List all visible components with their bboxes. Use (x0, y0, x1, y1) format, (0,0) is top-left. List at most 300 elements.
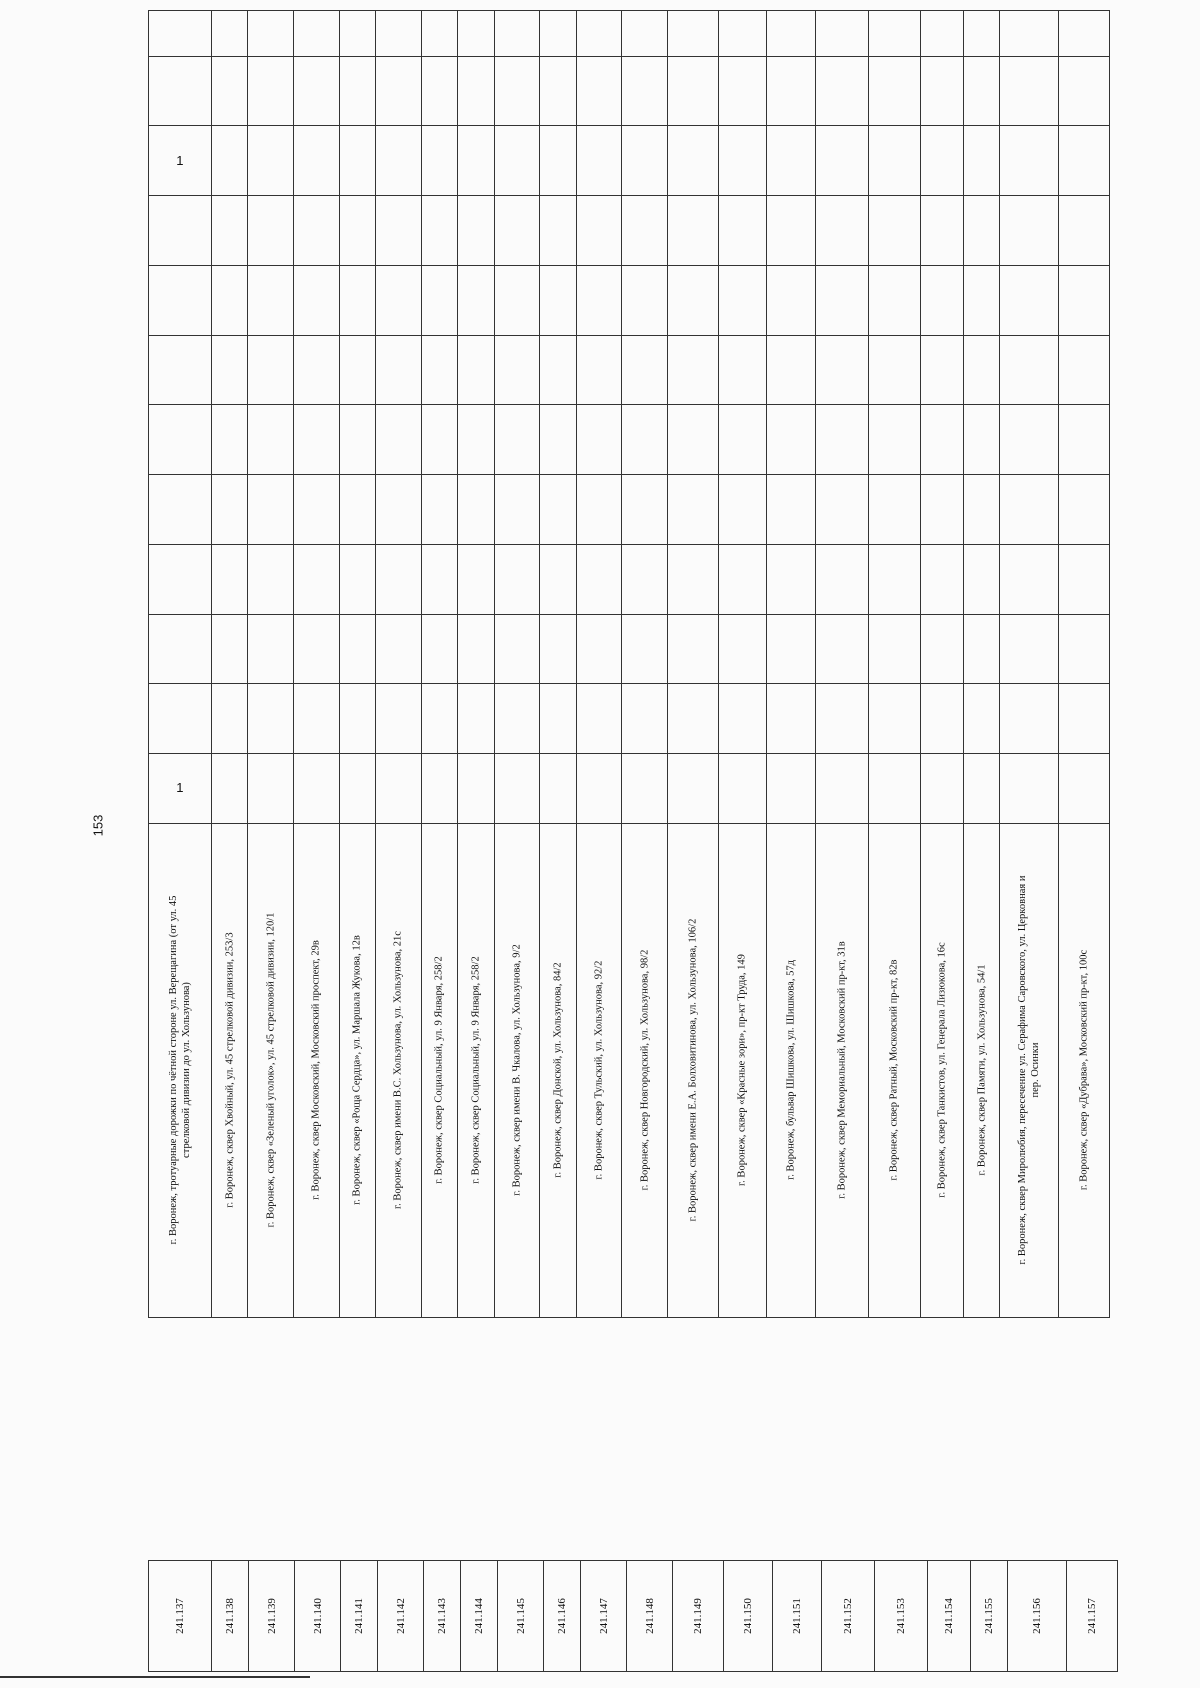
row-number-cell (424, 1561, 461, 1672)
value-cell (540, 126, 576, 196)
row-number-cell (378, 1561, 424, 1672)
value-cell (921, 196, 964, 266)
value-cell (376, 684, 422, 754)
value-mark: 1 (176, 780, 184, 796)
value-cell (718, 754, 767, 824)
value-cell (767, 126, 816, 196)
value-cell (248, 196, 294, 266)
value-cell (1000, 614, 1059, 684)
value-cell (293, 405, 339, 475)
value-cell (868, 196, 921, 266)
value-cell (921, 56, 964, 126)
row-number-cell (1067, 1561, 1118, 1672)
value-cell (921, 754, 964, 824)
value-cell (815, 335, 868, 405)
value-cell (339, 754, 375, 824)
row-number-cell (773, 1561, 822, 1672)
value-cell (1000, 56, 1059, 126)
row-number: 241.146 (556, 1598, 568, 1634)
row-number: 241.141 (353, 1598, 365, 1634)
value-cell (1000, 265, 1059, 335)
address-cell (540, 823, 576, 1317)
value-cell (868, 56, 921, 126)
row-number-cell (581, 1561, 627, 1672)
value-cell (963, 475, 999, 545)
value-cell (815, 196, 868, 266)
value-cell (815, 544, 868, 614)
value-cell (718, 544, 767, 614)
value-cell (1059, 754, 1110, 824)
value-cell (622, 754, 668, 824)
value-band-col11 (149, 56, 1110, 126)
value-cell (149, 56, 212, 126)
value-cell (376, 196, 422, 266)
value-cell (1059, 265, 1110, 335)
value-cell (718, 126, 767, 196)
value-cell (339, 684, 375, 754)
value-cell (576, 405, 622, 475)
value-cell (149, 754, 212, 824)
value-cell (667, 754, 718, 824)
value-cell (622, 475, 668, 545)
value-cell (963, 265, 999, 335)
value-cell (339, 265, 375, 335)
value-cell (293, 56, 339, 126)
row-number: 241.149 (692, 1598, 704, 1634)
value-cell (211, 196, 247, 266)
address-text: г. Воронеж, сквер Новгородский, ул. Хользунова, 98/2 (639, 950, 651, 1191)
value-band-col2 (149, 684, 1110, 754)
value-cell (494, 544, 540, 614)
value-cell (921, 335, 964, 405)
value-cell (767, 475, 816, 545)
value-cell (248, 335, 294, 405)
value-cell (494, 11, 540, 57)
address-text: г. Воронеж, сквер Донской, ул. Хользунова, 84/2 (552, 962, 564, 1179)
value-cell (293, 126, 339, 196)
value-cell (376, 335, 422, 405)
value-cell (622, 614, 668, 684)
value-cell (815, 56, 868, 126)
value-band-col3 (149, 614, 1110, 684)
value-mark: 1 (176, 152, 184, 168)
value-cell (494, 126, 540, 196)
address-text: г. Воронеж, сквер «Дубрава», Московский пр-кт, 100с (1078, 950, 1090, 1191)
value-cell (149, 126, 212, 196)
value-cell (149, 614, 212, 684)
value-cell (211, 684, 247, 754)
value-cell (293, 475, 339, 545)
value-cell (421, 475, 457, 545)
address-text: г. Воронеж, сквер Миролюбия, пересечение ул. Серафима Саровского, ул. Церковная и пер. Осинки (1017, 875, 1042, 1265)
value-cell (1059, 475, 1110, 545)
value-cell (622, 405, 668, 475)
value-cell (1000, 405, 1059, 475)
value-cell (667, 614, 718, 684)
value-cell (622, 196, 668, 266)
value-cell (421, 265, 457, 335)
value-cell (718, 335, 767, 405)
value-cell (868, 11, 921, 57)
value-cell (576, 56, 622, 126)
value-cell (376, 475, 422, 545)
value-cell (540, 544, 576, 614)
value-cell (211, 405, 247, 475)
value-cell (963, 196, 999, 266)
value-cell (815, 126, 868, 196)
value-cell (622, 335, 668, 405)
value-cell (718, 475, 767, 545)
value-cell (248, 56, 294, 126)
value-cell (767, 11, 816, 57)
value-cell (921, 475, 964, 545)
row-number-cell (928, 1561, 971, 1672)
value-cell (868, 335, 921, 405)
row-number: 241.151 (791, 1598, 803, 1634)
value-cell (667, 684, 718, 754)
value-cell (815, 405, 868, 475)
value-cell (576, 335, 622, 405)
address-cell (458, 823, 494, 1317)
address-cell (494, 823, 540, 1317)
value-cell (248, 754, 294, 824)
value-cell (718, 265, 767, 335)
value-cell (248, 265, 294, 335)
value-cell (1059, 684, 1110, 754)
value-band-col5 (149, 475, 1110, 545)
value-cell (494, 684, 540, 754)
value-cell (767, 614, 816, 684)
address-text: г. Воронеж, сквер Тульский, ул. Хользунова, 92/2 (593, 960, 605, 1180)
address-text: г. Воронеж, сквер Московский, Московский проспект, 29в (310, 940, 322, 1201)
value-cell (211, 614, 247, 684)
value-cell (339, 475, 375, 545)
row-number-cell (544, 1561, 581, 1672)
row-number-cell (461, 1561, 498, 1672)
address-cell (767, 823, 816, 1317)
address-text: г. Воронеж, сквер Мемориальный, Московский пр-кт, 31в (836, 941, 848, 1200)
address-cell (376, 823, 422, 1317)
value-cell (339, 544, 375, 614)
value-cell (576, 196, 622, 266)
value-cell (421, 614, 457, 684)
address-text: г. Воронеж, бульвар Шишкова, ул. Шишкова, 57д (785, 960, 797, 1181)
address-cell (421, 823, 457, 1317)
value-cell (667, 544, 718, 614)
value-cell (149, 544, 212, 614)
value-cell (248, 614, 294, 684)
row-number-cell (341, 1561, 378, 1672)
address-cell (718, 823, 767, 1317)
value-cell (963, 11, 999, 57)
value-cell (540, 614, 576, 684)
row-number: 241.138 (224, 1598, 236, 1634)
address-text: г. Воронеж, сквер «Роща Сердца», ул. Маршала Жукова, 12в (351, 935, 363, 1206)
address-text: г. Воронеж, сквер Хвойный, ул. 45 стрелковой дивизии, 253/3 (224, 932, 236, 1208)
value-cell (1000, 11, 1059, 57)
value-cell (248, 684, 294, 754)
value-cell (622, 684, 668, 754)
address-text: г. Воронеж, сквер имени В.С. Хользунова, ул. Хользунова, 21с (392, 931, 404, 1210)
value-cell (767, 265, 816, 335)
value-cell (421, 56, 457, 126)
value-cell (293, 754, 339, 824)
address-cell (622, 823, 668, 1317)
value-cell (921, 684, 964, 754)
value-cell (149, 335, 212, 405)
value-cell (576, 265, 622, 335)
value-cell (667, 475, 718, 545)
value-cell (211, 754, 247, 824)
value-cell (718, 11, 767, 57)
value-cell (1000, 754, 1059, 824)
value-cell (339, 56, 375, 126)
value-cell (1059, 56, 1110, 126)
value-cell (868, 405, 921, 475)
value-band-col1 (149, 754, 1110, 824)
value-band-col8 (149, 265, 1110, 335)
value-cell (1059, 126, 1110, 196)
value-cell (458, 265, 494, 335)
row-number-cell (724, 1561, 773, 1672)
address-cell (921, 823, 964, 1317)
value-cell (576, 11, 622, 57)
value-band-col4 (149, 544, 1110, 614)
value-cell (576, 475, 622, 545)
value-cell (622, 56, 668, 126)
value-cell (293, 614, 339, 684)
value-cell (667, 11, 718, 57)
value-cell (540, 265, 576, 335)
value-cell (1059, 405, 1110, 475)
value-cell (1059, 614, 1110, 684)
row-number-cell (875, 1561, 928, 1672)
row-number: 241.148 (643, 1598, 656, 1634)
value-cell (458, 544, 494, 614)
value-cell (248, 405, 294, 475)
value-band-col12 (149, 11, 1110, 57)
value-cell (718, 684, 767, 754)
value-cell (718, 196, 767, 266)
value-band-col6 (149, 405, 1110, 475)
value-cell (767, 544, 816, 614)
address-cell (248, 823, 294, 1317)
value-cell (868, 614, 921, 684)
value-cell (494, 196, 540, 266)
address-cell (293, 823, 339, 1317)
value-cell (149, 475, 212, 545)
row-number-cell (627, 1561, 673, 1672)
address-text: г. Воронеж, сквер «Зеленый уголок», ул. 45 стрелковой дивизии, 120/1 (265, 912, 277, 1228)
address-cell (576, 823, 622, 1317)
value-cell (458, 196, 494, 266)
value-cell (149, 405, 212, 475)
value-cell (376, 126, 422, 196)
address-cell (963, 823, 999, 1317)
value-cell (1000, 196, 1059, 266)
row-number: 241.140 (311, 1598, 324, 1634)
value-cell (248, 126, 294, 196)
value-cell (458, 126, 494, 196)
value-cell (921, 405, 964, 475)
value-cell (718, 56, 767, 126)
address-cell (815, 823, 868, 1317)
value-cell (421, 684, 457, 754)
value-cell (211, 544, 247, 614)
address-cell (868, 823, 921, 1317)
row-number: 241.139 (265, 1598, 278, 1634)
address-cell (1000, 823, 1059, 1317)
row-number-cell (149, 1561, 212, 1672)
value-cell (540, 684, 576, 754)
value-cell (248, 11, 294, 57)
value-cell (1000, 475, 1059, 545)
value-cell (1059, 544, 1110, 614)
value-cell (540, 335, 576, 405)
value-cell (494, 335, 540, 405)
value-cell (1000, 544, 1059, 614)
row-number: 241.156 (1031, 1598, 1043, 1634)
address-cell (211, 823, 247, 1317)
value-cell (339, 405, 375, 475)
value-band-col10 (149, 126, 1110, 196)
value-cell (622, 265, 668, 335)
value-cell (540, 754, 576, 824)
value-cell (868, 126, 921, 196)
value-cell (293, 196, 339, 266)
value-cell (149, 684, 212, 754)
value-cell (622, 544, 668, 614)
value-cell (576, 684, 622, 754)
value-cell (376, 405, 422, 475)
value-cell (211, 475, 247, 545)
address-text: г. Воронеж, сквер Ратный, Московский пр-кт, 82в (888, 959, 900, 1181)
address-text: г. Воронеж, сквер Памяти, ул. Хользунова, 54/1 (976, 964, 988, 1176)
value-cell (149, 265, 212, 335)
value-cell (718, 405, 767, 475)
value-cell (540, 196, 576, 266)
value-cell (376, 754, 422, 824)
value-cell (868, 544, 921, 614)
value-cell (211, 335, 247, 405)
address-text: г. Воронеж, тротуарные дорожки по чётной стороне ул. Верещагина (от ул. 45 стрелковой дивизии до ул. Хользунова) (167, 895, 192, 1245)
value-cell (815, 475, 868, 545)
value-cell (868, 754, 921, 824)
value-cell (1059, 196, 1110, 266)
value-cell (494, 56, 540, 126)
value-cell (667, 196, 718, 266)
value-cell (293, 684, 339, 754)
address-text: г. Воронеж, сквер Социальный, ул. 9 Января, 258/2 (433, 956, 445, 1185)
value-cell (963, 754, 999, 824)
row-number-cell (673, 1561, 724, 1672)
row-number: 241.142 (394, 1598, 407, 1634)
value-cell (376, 614, 422, 684)
value-cell (211, 126, 247, 196)
address-text: г. Воронеж, сквер Социальный, ул. 9 Января, 258/2 (470, 956, 482, 1185)
value-cell (868, 475, 921, 545)
row-number: 241.155 (983, 1598, 995, 1634)
row-number-cell (212, 1561, 249, 1672)
value-cell (211, 56, 247, 126)
value-cell (376, 56, 422, 126)
address-text: г. Воронеж, сквер имени Е.А. Болховитинова, ул. Хользунова, 106/2 (687, 919, 699, 1222)
row-number: 241.157 (1086, 1598, 1098, 1634)
value-cell (576, 126, 622, 196)
value-cell (576, 614, 622, 684)
value-cell (376, 544, 422, 614)
value-cell (149, 11, 212, 57)
value-cell (767, 335, 816, 405)
address-cell (149, 823, 212, 1317)
value-cell (667, 126, 718, 196)
value-cell (458, 335, 494, 405)
value-cell (339, 11, 375, 57)
value-cell (576, 544, 622, 614)
address-text: г. Воронеж, сквер «Красные зори», пр-кт Труда, 149 (736, 954, 748, 1187)
row-number-cell (249, 1561, 295, 1672)
address-cell (667, 823, 718, 1317)
row-number-table (148, 1560, 1118, 1672)
value-cell (248, 475, 294, 545)
row-number: 241.154 (943, 1598, 955, 1634)
value-cell (921, 544, 964, 614)
row-number-cell (822, 1561, 875, 1672)
value-cell (458, 614, 494, 684)
value-cell (540, 475, 576, 545)
row-number: 241.152 (842, 1598, 854, 1634)
row-number: 241.145 (514, 1598, 527, 1634)
value-cell (540, 56, 576, 126)
value-cell (921, 265, 964, 335)
value-cell (421, 11, 457, 57)
value-cell (963, 684, 999, 754)
value-cell (868, 265, 921, 335)
value-cell (963, 614, 999, 684)
value-cell (767, 196, 816, 266)
value-cell (540, 405, 576, 475)
value-cell (421, 196, 457, 266)
address-band (149, 823, 1110, 1317)
row-number: 241.153 (895, 1598, 907, 1634)
value-cell (293, 265, 339, 335)
value-cell (767, 405, 816, 475)
address-cell (1059, 823, 1110, 1317)
value-cell (767, 754, 816, 824)
bottom-rule (0, 1676, 310, 1678)
value-cell (622, 11, 668, 57)
row-number: 241.147 (597, 1598, 610, 1634)
value-cell (339, 614, 375, 684)
value-cell (421, 544, 457, 614)
value-cell (421, 126, 457, 196)
value-cell (963, 405, 999, 475)
value-cell (494, 265, 540, 335)
value-cell (1059, 335, 1110, 405)
value-cell (211, 265, 247, 335)
address-text: г. Воронеж, сквер имени В. Чкалова, ул. Хользунова, 9/2 (511, 944, 523, 1197)
row-number-cell (1008, 1561, 1067, 1672)
value-cell (421, 335, 457, 405)
value-cell (458, 405, 494, 475)
value-cell (339, 335, 375, 405)
row-number: 241.150 (742, 1598, 754, 1634)
value-cell (963, 126, 999, 196)
value-band-col7 (149, 335, 1110, 405)
row-number: 241.144 (473, 1598, 485, 1634)
value-cell (293, 335, 339, 405)
value-cell (667, 265, 718, 335)
